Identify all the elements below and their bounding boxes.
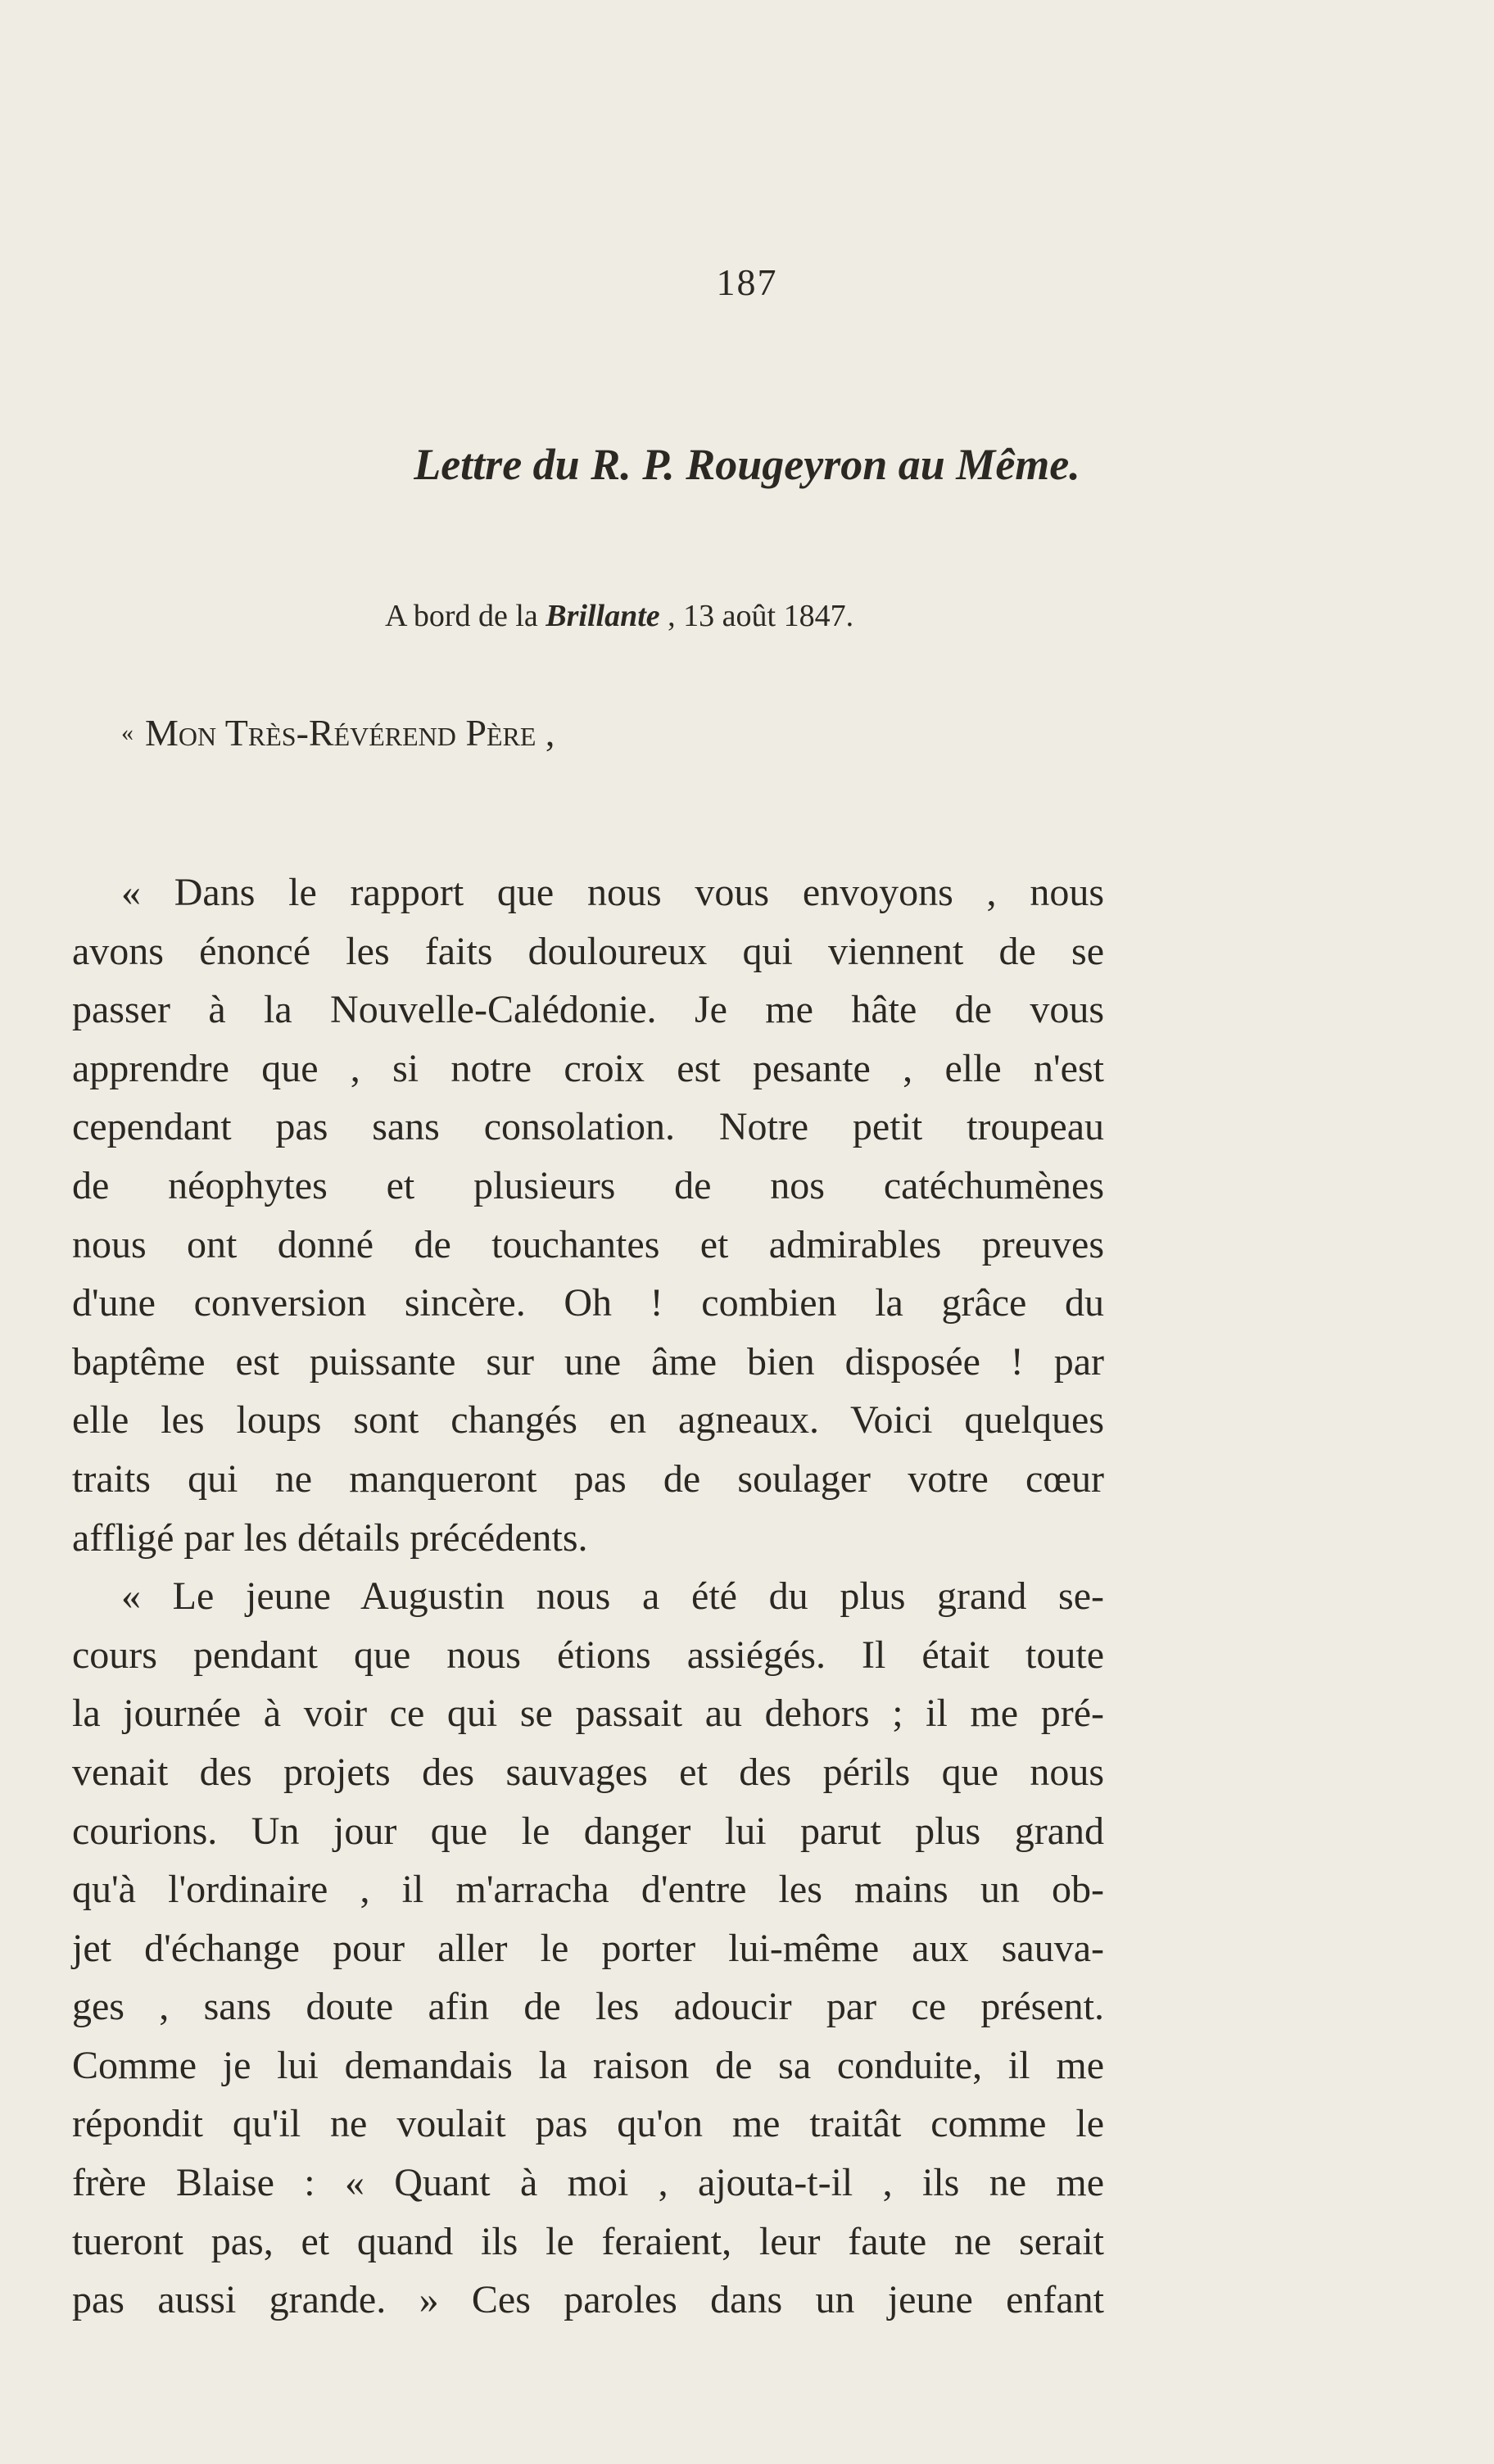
- salutation-quote: «: [121, 719, 134, 746]
- text-line: cependant pas sans consolation. Notre petit troupeau: [72, 1105, 1104, 1149]
- text-line: venait des projets des sauvages et des périls que nous: [72, 1750, 1104, 1794]
- text-line: baptême est puissante sur une âme bien disposée ! par: [72, 1339, 1104, 1384]
- text-line: cours pendant que nous étions assiégés. Il était toute: [72, 1633, 1104, 1677]
- dateline-date: , 13 août 1847.: [668, 599, 854, 633]
- text-line: jet d'échange pour aller le porter lui-même aux sauva-: [72, 1926, 1104, 1970]
- text-line: frère Blaise : « Quant à moi , ajouta-t-il , ils ne me: [72, 2161, 1104, 2205]
- text-line: « Le jeune Augustin nous a été du plus grand se-: [121, 1574, 1104, 1619]
- text-line: passer à la Nouvelle-Calédonie. Je me hâte de vous: [72, 988, 1104, 1032]
- text-line: avons énoncé les faits douloureux qui viennent de se: [72, 929, 1104, 973]
- letter-title: Lettre du R. P. Rougeyron au Même.: [414, 440, 1080, 489]
- salutation-text: Mon Très-Révérend Père ,: [145, 712, 555, 754]
- letter-body: [72, 863, 1104, 2330]
- text-line: la journée à voir ce qui se passait au dehors ; il me pré-: [72, 1692, 1104, 1736]
- text-line: Comme je lui demandais la raison de sa conduite, il me: [72, 2043, 1104, 2087]
- text-line: répondit qu'il ne voulait pas qu'on me traitât comme le: [72, 2102, 1104, 2146]
- text-line: d'une conversion sincère. Oh ! combien la grâce du: [72, 1281, 1104, 1325]
- dateline: [385, 598, 853, 634]
- text-line: elle les loups sont changés en agneaux. Voici quelques: [72, 1398, 1104, 1443]
- text-line: traits qui ne manqueront pas de soulager votre cœur: [72, 1456, 1104, 1501]
- text-line: apprendre que , si notre croix est pesante , elle n'est: [72, 1046, 1104, 1090]
- page-number: 187: [716, 261, 778, 303]
- text-line: courions. Un jour que le danger lui parut plus grand: [72, 1809, 1104, 1853]
- text-line: ges , sans doute afin de les adoucir par ce présent.: [72, 1985, 1104, 2029]
- ship-name: Brillante: [546, 599, 660, 633]
- text-line: de néophytes et plusieurs de nos catéchumènes: [72, 1163, 1104, 1207]
- text-line: affligé par les détails précédents.: [72, 1515, 588, 1560]
- text-line: nous ont donné de touchantes et admirables preuves: [72, 1222, 1104, 1266]
- salutation: [121, 711, 555, 754]
- text-line: pas aussi grande. » Ces paroles dans un jeune enfant: [72, 2278, 1104, 2322]
- text-line: qu'à l'ordinaire , il m'arracha d'entre les mains un ob-: [72, 1868, 1104, 1912]
- text-line: tueront pas, et quand ils le feraient, leur faute ne serait: [72, 2219, 1104, 2263]
- dateline-prefix: A bord de la: [385, 599, 538, 633]
- text-line: « Dans le rapport que nous vous envoyons , nous: [121, 871, 1104, 914]
